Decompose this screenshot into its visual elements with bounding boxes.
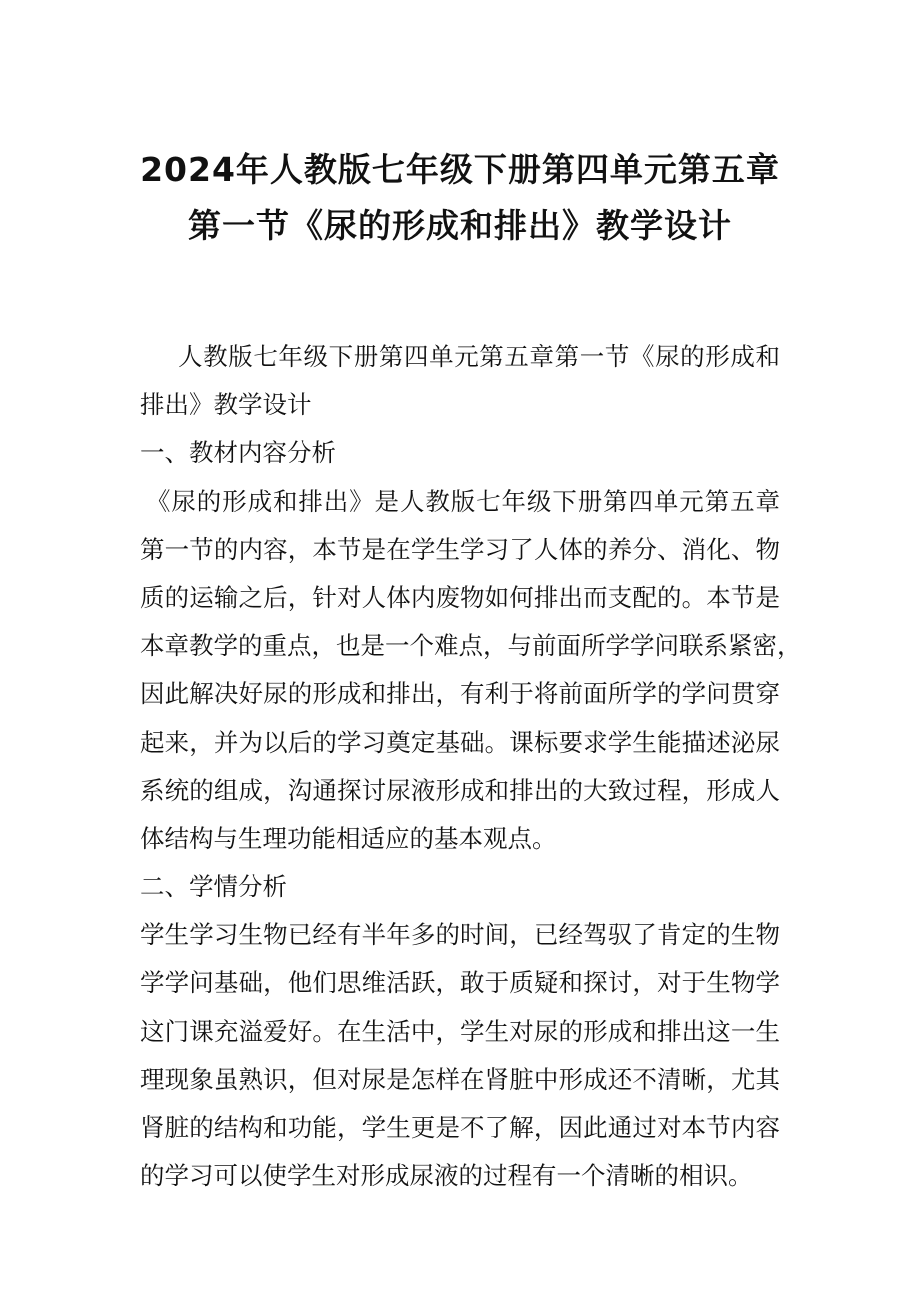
paragraph-2-line-2: 学学问基础，他们思维活跃，敢于质疑和探讨，对于生物学: [140, 968, 780, 998]
paragraph-2-line-1: 学生学习生物已经有半年多的时间，已经驾驭了肯定的生物: [140, 920, 780, 950]
document-title-line-1: 2024年人教版七年级下册第四单元第五章: [140, 150, 780, 189]
document-body: [140, 333, 802, 1200]
paragraph-1-line-2: 第一节的内容，本节是在学生学习了人体的养分、消化、物: [140, 534, 780, 564]
section-heading-textbook-analysis: 一、教材内容分析: [140, 438, 336, 468]
intro-line-2: 排出》教学设计: [140, 390, 312, 420]
document-title-line-2: 第一节《尿的形成和排出》教学设计: [188, 206, 732, 245]
paragraph-2-line-5: 肾脏的结构和功能，学生更是不了解，因此通过对本节内容: [140, 1113, 780, 1142]
intro-line-1: 人教版七年级下册第四单元第五章第一节《尿的形成和: [178, 342, 780, 371]
paragraph-1-line-5: 因此解决好尿的形成和排出，有利于将前面所学的学问贯穿: [140, 679, 780, 709]
paragraph-2-line-4: 理现象虽熟识，但对尿是怎样在肾脏中形成还不清晰，尤其: [140, 1064, 780, 1094]
paragraph-1-line-8: 体结构与生理功能相适应的基本观点。: [140, 823, 557, 853]
paragraph-1-line-6: 起来，并为以后的学习奠定基础。课标要求学生能描述泌尿: [140, 727, 780, 757]
paragraph-1-line-1: 《尿的形成和排出》是人教版七年级下册第四单元第五章: [146, 486, 780, 516]
section-heading-student-analysis: 二、学情分析: [140, 872, 287, 902]
paragraph-2-line-3: 这门课充溢爱好。在生活中，学生对尿的形成和排出这一生: [140, 1016, 780, 1046]
paragraph-1-line-4: 本章教学的重点，也是一个难点，与前面所学学问联系紧密，: [140, 631, 802, 661]
paragraph-1-line-3: 质的运输之后，针对人体内废物如何排出而支配的。本节是: [140, 582, 780, 612]
paragraph-2-line-6: 的学习可以使学生对形成尿液的过程有一个清晰的相识。: [140, 1161, 753, 1191]
paragraph-1-line-7: 系统的组成，沟通探讨尿液形成和排出的大致过程，形成人: [140, 775, 780, 805]
